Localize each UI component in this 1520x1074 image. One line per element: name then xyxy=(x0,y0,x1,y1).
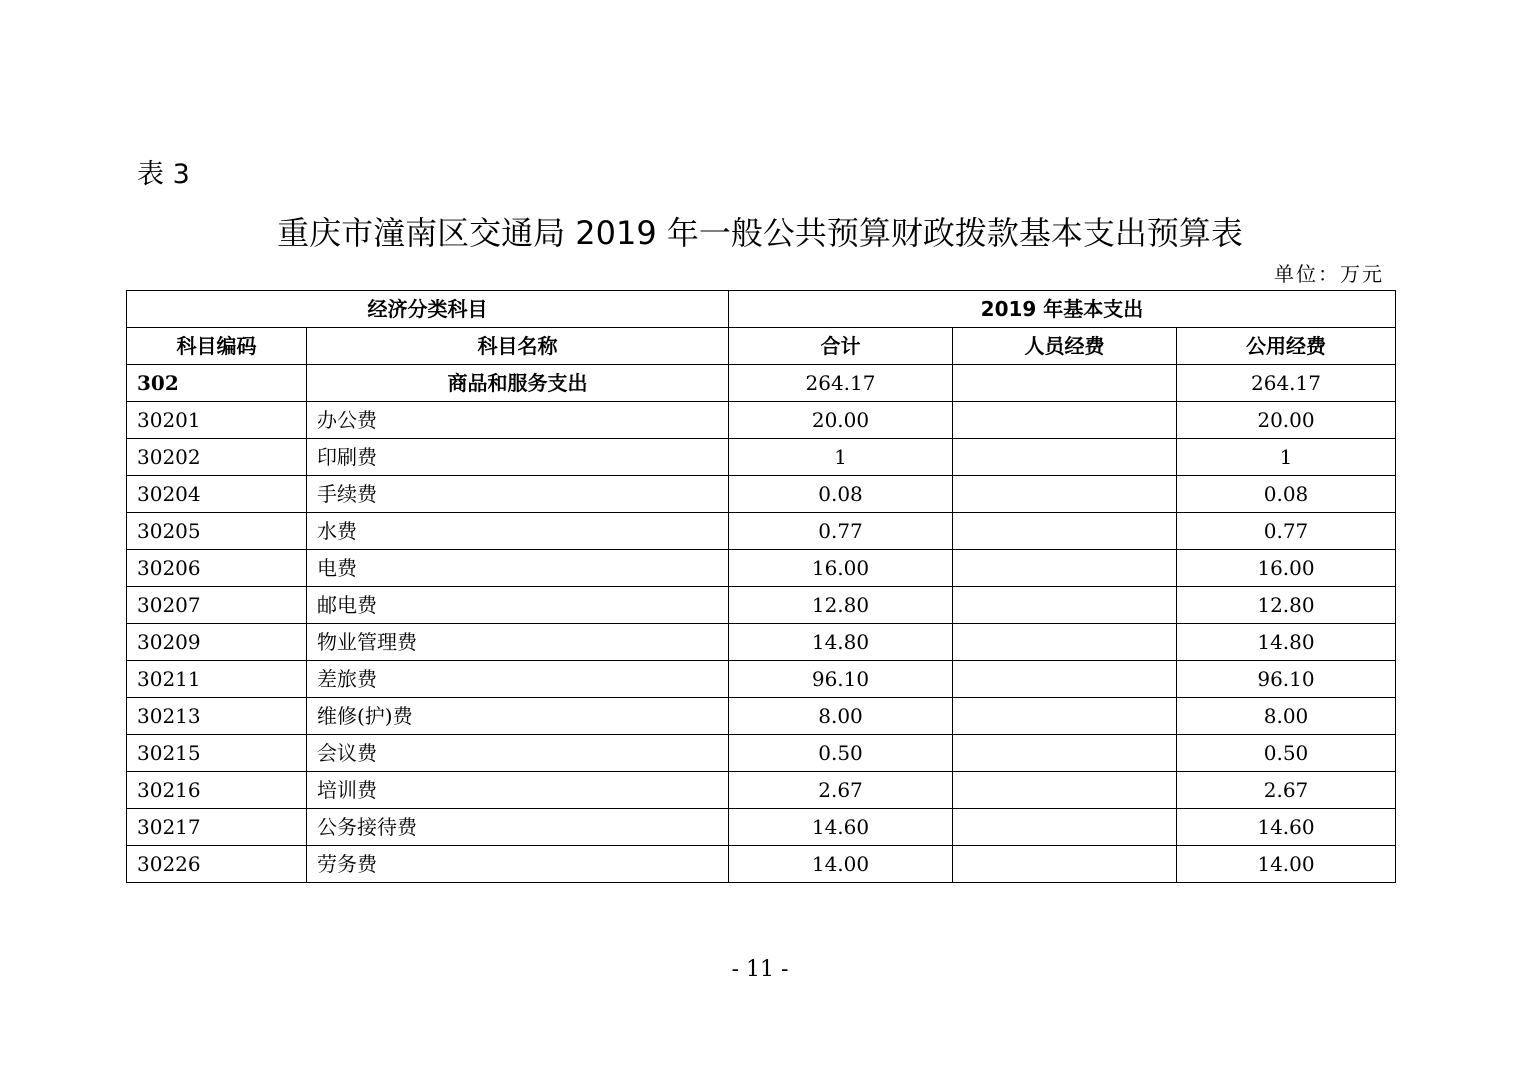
cell-public: 96.10 xyxy=(1177,661,1396,698)
cell-public: 14.60 xyxy=(1177,809,1396,846)
cell-name: 维修(护)费 xyxy=(307,698,729,735)
table-row xyxy=(127,587,1396,624)
cell-code: 30209 xyxy=(127,624,307,661)
table-row xyxy=(127,735,1396,772)
cell-name: 劳务费 xyxy=(307,846,729,883)
cell-code: 30211 xyxy=(127,661,307,698)
cell-code: 30201 xyxy=(127,402,307,439)
table-row xyxy=(127,846,1396,883)
cell-personnel xyxy=(953,846,1177,883)
cell-code: 30206 xyxy=(127,550,307,587)
cell-public: 0.08 xyxy=(1177,476,1396,513)
cell-name: 会议费 xyxy=(307,735,729,772)
cell-personnel xyxy=(953,587,1177,624)
cell-personnel xyxy=(953,624,1177,661)
cell-code: 30205 xyxy=(127,513,307,550)
table-row xyxy=(127,513,1396,550)
cell-total: 8.00 xyxy=(729,698,953,735)
cell-total: 20.00 xyxy=(729,402,953,439)
cell-name: 差旅费 xyxy=(307,661,729,698)
unit-label: 单位：万元 xyxy=(1274,262,1384,286)
header-group-row xyxy=(127,291,1396,328)
header-name: 科目名称 xyxy=(307,328,729,365)
cell-public: 14.00 xyxy=(1177,846,1396,883)
cell-total: 2.67 xyxy=(729,772,953,809)
cell-name: 商品和服务支出 xyxy=(307,365,729,402)
header-column-row xyxy=(127,328,1396,365)
cell-total: 14.00 xyxy=(729,846,953,883)
cell-public: 1 xyxy=(1177,439,1396,476)
table-row xyxy=(127,698,1396,735)
cell-total: 0.08 xyxy=(729,476,953,513)
cell-name: 培训费 xyxy=(307,772,729,809)
cell-total: 0.50 xyxy=(729,735,953,772)
cell-public: 12.80 xyxy=(1177,587,1396,624)
cell-personnel xyxy=(953,772,1177,809)
cell-name: 水费 xyxy=(307,513,729,550)
header-economic-category: 经济分类科目 xyxy=(127,291,729,328)
header-code: 科目编码 xyxy=(127,328,307,365)
table-row xyxy=(127,661,1396,698)
cell-name: 印刷费 xyxy=(307,439,729,476)
table-row xyxy=(127,624,1396,661)
header-basic-expenditure: 2019 年基本支出 xyxy=(729,291,1396,328)
cell-personnel xyxy=(953,476,1177,513)
summary-row xyxy=(127,365,1396,402)
cell-public: 16.00 xyxy=(1177,550,1396,587)
cell-name: 公务接待费 xyxy=(307,809,729,846)
table-row xyxy=(127,402,1396,439)
cell-public: 14.80 xyxy=(1177,624,1396,661)
cell-public: 2.67 xyxy=(1177,772,1396,809)
table-row xyxy=(127,772,1396,809)
cell-public: 0.77 xyxy=(1177,513,1396,550)
cell-personnel xyxy=(953,550,1177,587)
table-row xyxy=(127,476,1396,513)
header-personnel: 人员经费 xyxy=(953,328,1177,365)
cell-public: 264.17 xyxy=(1177,365,1396,402)
cell-name: 手续费 xyxy=(307,476,729,513)
cell-personnel xyxy=(953,809,1177,846)
cell-name: 电费 xyxy=(307,550,729,587)
cell-total: 14.80 xyxy=(729,624,953,661)
cell-code: 302 xyxy=(127,365,307,402)
budget-table xyxy=(126,290,1396,883)
cell-code: 30213 xyxy=(127,698,307,735)
header-total: 合计 xyxy=(729,328,953,365)
cell-public: 20.00 xyxy=(1177,402,1396,439)
table-row xyxy=(127,550,1396,587)
cell-personnel xyxy=(953,661,1177,698)
cell-total: 12.80 xyxy=(729,587,953,624)
cell-personnel xyxy=(953,513,1177,550)
cell-code: 30216 xyxy=(127,772,307,809)
cell-total: 264.17 xyxy=(729,365,953,402)
cell-personnel xyxy=(953,365,1177,402)
table-label: 表 3 xyxy=(137,159,190,190)
header-public: 公用经费 xyxy=(1177,328,1396,365)
cell-code: 30207 xyxy=(127,587,307,624)
cell-public: 0.50 xyxy=(1177,735,1396,772)
cell-name: 物业管理费 xyxy=(307,624,729,661)
cell-code: 30226 xyxy=(127,846,307,883)
cell-total: 16.00 xyxy=(729,550,953,587)
document-title: 重庆市潼南区交通局 2019 年一般公共预算财政拨款基本支出预算表 xyxy=(277,214,1243,252)
table-row xyxy=(127,809,1396,846)
cell-code: 30202 xyxy=(127,439,307,476)
cell-code: 30204 xyxy=(127,476,307,513)
cell-personnel xyxy=(953,698,1177,735)
cell-total: 96.10 xyxy=(729,661,953,698)
cell-name: 邮电费 xyxy=(307,587,729,624)
cell-total: 0.77 xyxy=(729,513,953,550)
cell-code: 30215 xyxy=(127,735,307,772)
cell-code: 30217 xyxy=(127,809,307,846)
cell-personnel xyxy=(953,439,1177,476)
page-number: - 11 - xyxy=(731,957,789,982)
cell-personnel xyxy=(953,735,1177,772)
cell-total: 14.60 xyxy=(729,809,953,846)
cell-name: 办公费 xyxy=(307,402,729,439)
table-row xyxy=(127,439,1396,476)
cell-public: 8.00 xyxy=(1177,698,1396,735)
cell-total: 1 xyxy=(729,439,953,476)
cell-personnel xyxy=(953,402,1177,439)
